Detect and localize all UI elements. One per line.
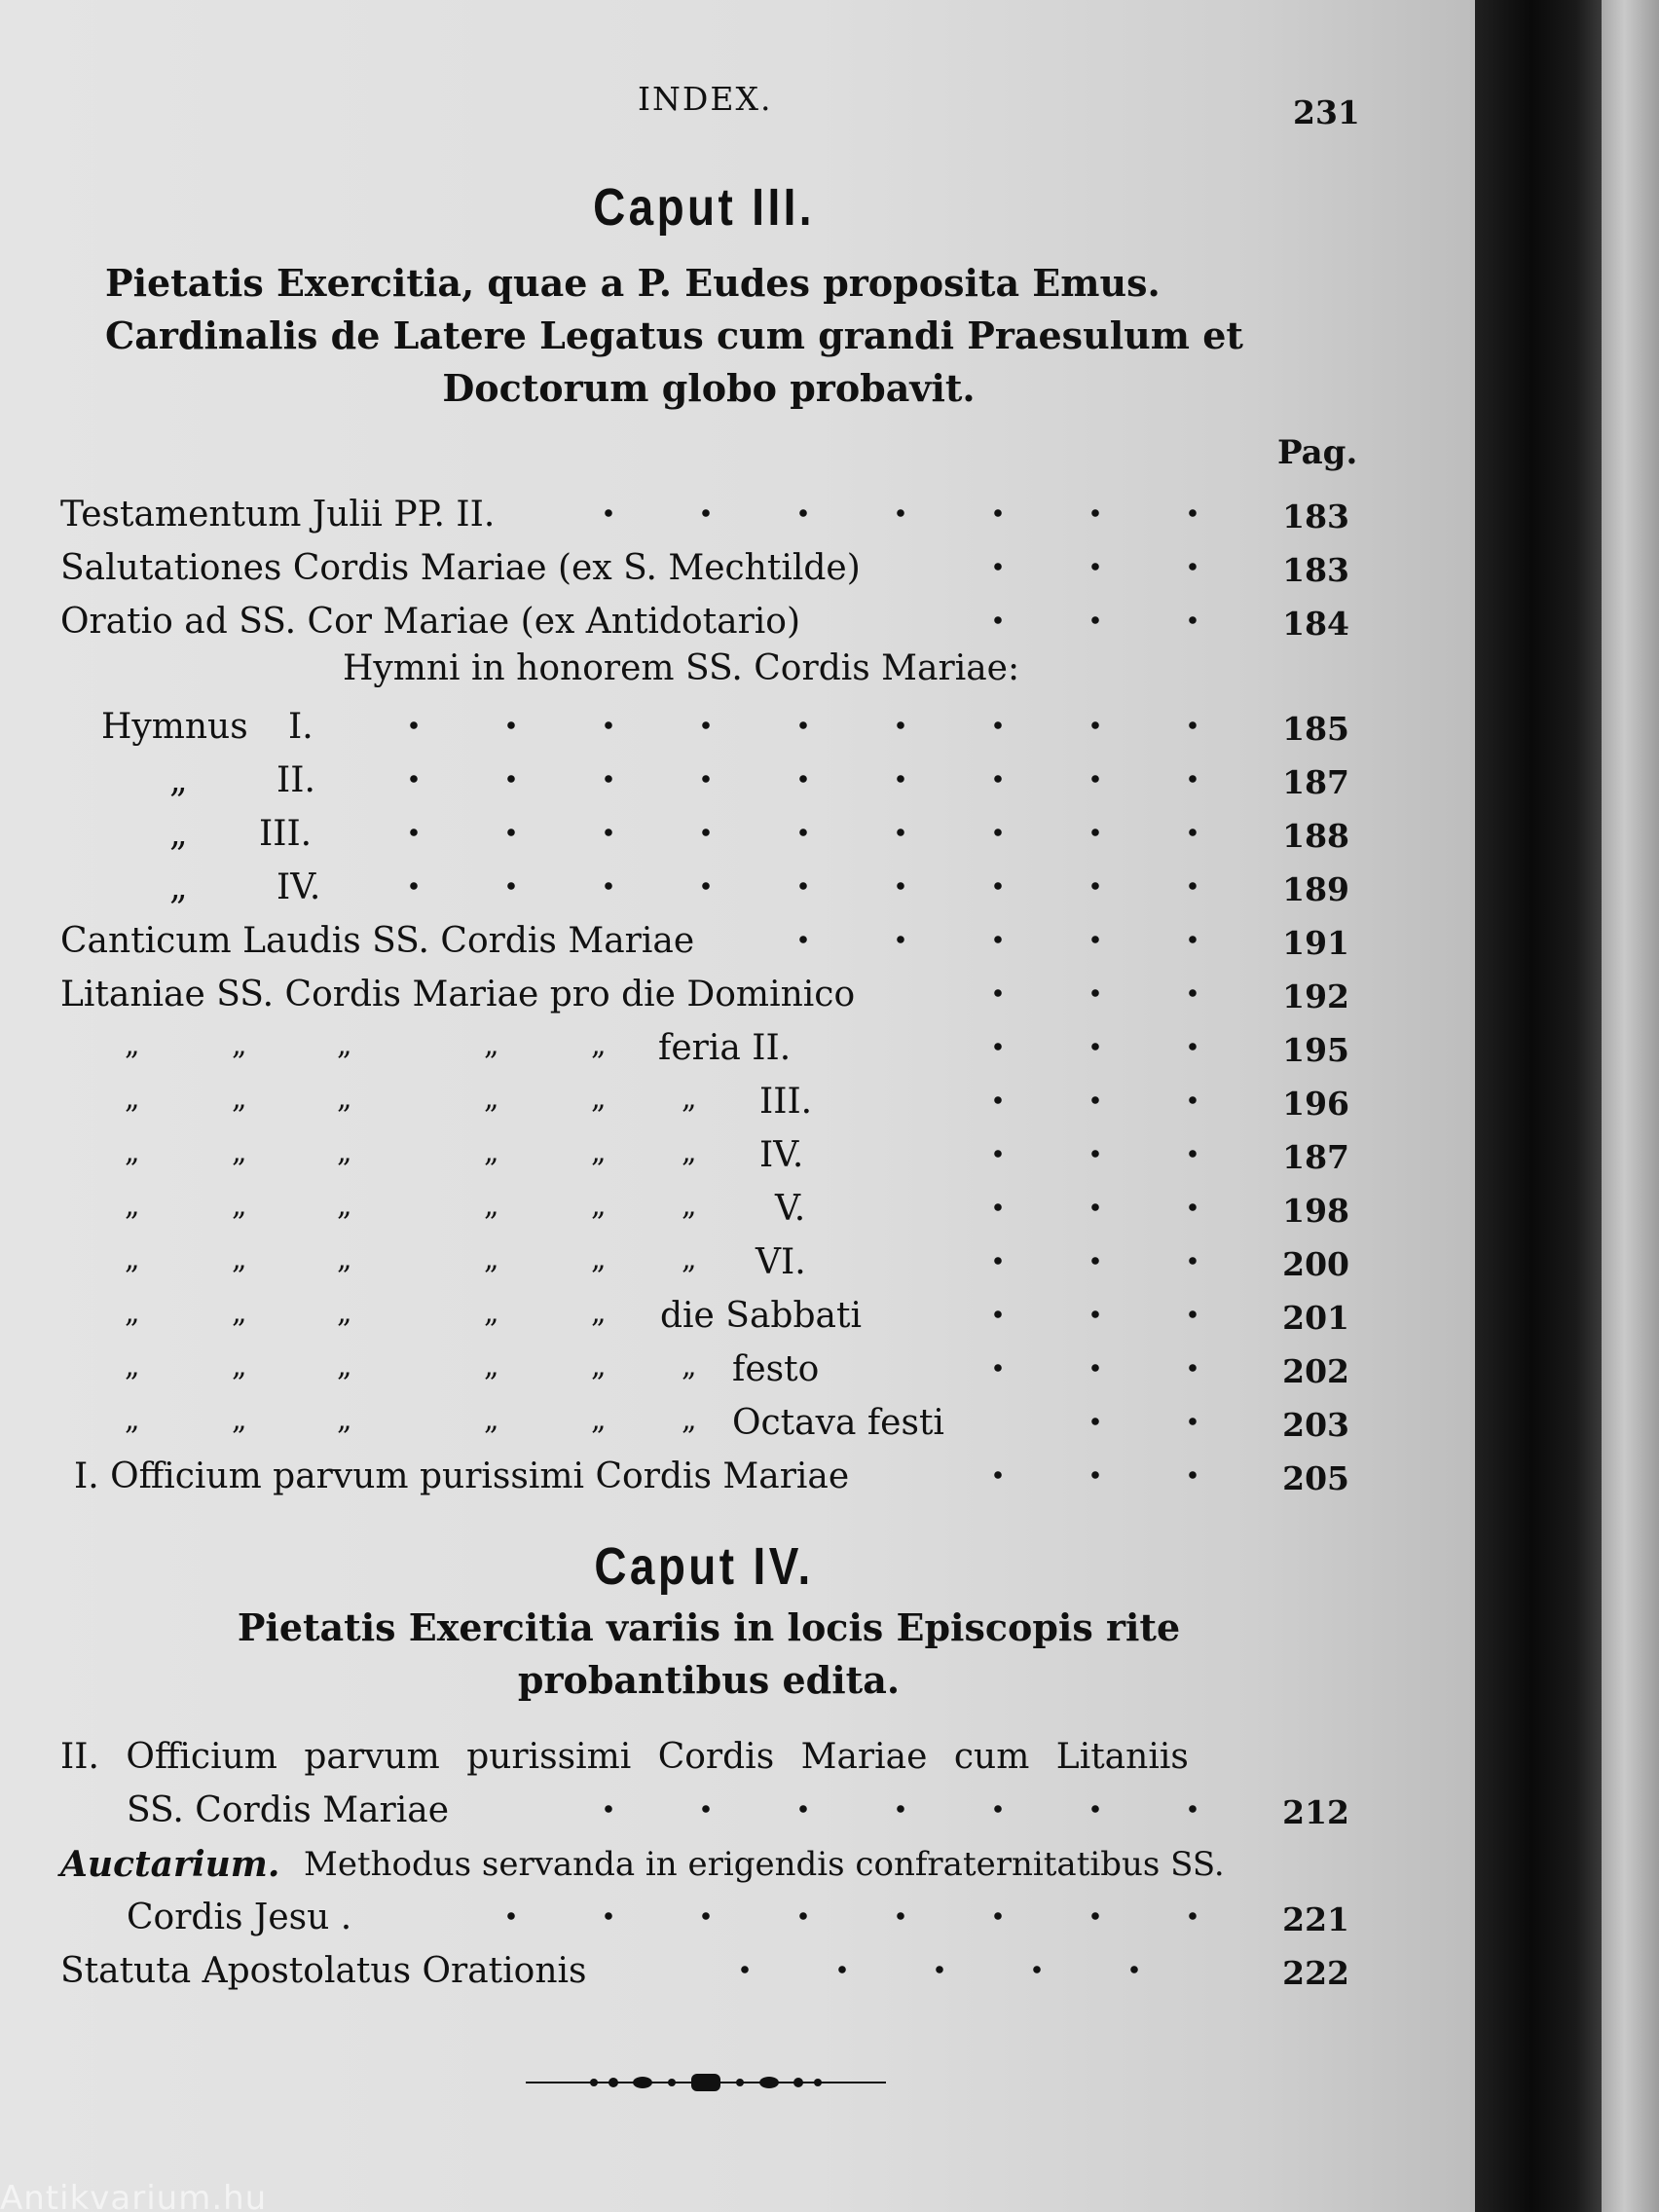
leader-dots [915, 613, 1241, 627]
entry-page: 196 [1282, 1085, 1349, 1123]
entry-title: Statuta Apostolatus Orationis [60, 1951, 587, 1991]
leader-dots [915, 1147, 1241, 1161]
ditto-mark: „ [337, 1028, 352, 1062]
caput-4-title: Caput IV. [594, 1537, 814, 1596]
day-label: IV. [759, 1135, 804, 1175]
pag-column-label: Pag. [1277, 433, 1358, 472]
toc-entry [0, 1129, 1412, 1182]
entry-page: 192 [1282, 977, 1349, 1015]
toc-entry [0, 489, 1412, 541]
entry-page: 187 [1282, 1138, 1349, 1176]
toc-entry [0, 596, 1412, 648]
entry-page: 200 [1282, 1245, 1349, 1283]
leader-dots [682, 1963, 1183, 1976]
toc-entry [0, 1397, 1412, 1450]
day-label: feria II. [658, 1028, 792, 1068]
ditto-mark: „ [125, 1242, 140, 1276]
ditto-mark: „ [484, 1028, 499, 1062]
ditto-mark: „ [125, 1082, 140, 1116]
ditto-mark: „ [591, 1082, 607, 1116]
leader-dots [1013, 1415, 1241, 1428]
hymn-numeral: II. [276, 760, 315, 800]
ditto-mark: „ [337, 1242, 352, 1276]
ditto-mark: „ [232, 1028, 247, 1062]
leader-dots [915, 1308, 1241, 1321]
toc-entry [0, 862, 1412, 914]
leader-dots [321, 826, 1241, 839]
leader-dots [915, 1254, 1241, 1268]
ditto-mark: „ [591, 1135, 607, 1169]
ditto-mark: „ [591, 1242, 607, 1276]
entry-page: 188 [1282, 817, 1349, 855]
toc-entry [0, 755, 1412, 807]
entry-page: 203 [1282, 1406, 1349, 1444]
ditto-mark: „ [337, 1296, 352, 1330]
entry-italic-label: Auctarium. [60, 1844, 280, 1885]
ditto-mark: „ [591, 1349, 607, 1383]
toc-entry-line-2 [0, 1785, 1412, 1837]
ditto-mark: „ [591, 1028, 607, 1062]
day-label: die Sabbati [660, 1296, 862, 1336]
ditto-mark: „ [484, 1189, 499, 1223]
toc-entry [0, 701, 1412, 754]
entry-title: Canticum Laudis SS. Cordis Mariae [60, 921, 695, 961]
ditto-mark: „ [682, 1082, 697, 1116]
hymn-numeral: IV. [276, 867, 321, 907]
ditto-mark: „ [682, 1135, 697, 1169]
ditto-mark: „ [484, 1349, 499, 1383]
day-label: III. [759, 1082, 813, 1122]
entry-page: 189 [1282, 870, 1349, 908]
leader-dots [915, 1200, 1241, 1214]
entry-page: 183 [1282, 498, 1349, 535]
toc-entry [0, 969, 1412, 1021]
toc-entry [0, 1236, 1412, 1289]
entry-page: 185 [1282, 710, 1349, 748]
ditto-mark: „ [232, 1135, 247, 1169]
entry-page: 198 [1282, 1192, 1349, 1230]
ditto-mark: „ [591, 1403, 607, 1437]
ditto-mark: „ [682, 1242, 697, 1276]
entry-page: 187 [1282, 763, 1349, 801]
caput-4-description-line-1: Pietatis Exercitia variis in locis Episcopis rite [237, 1605, 1181, 1649]
entry-page: 195 [1282, 1031, 1349, 1069]
ditto-mark: „ [169, 867, 188, 907]
entry-title: Testamentum Julii PP. II. [60, 495, 496, 535]
toc-entry [0, 1022, 1412, 1075]
toc-entry [0, 542, 1412, 595]
leader-dots [526, 1802, 1241, 1816]
entry-page: 221 [1282, 1900, 1349, 1938]
toc-entry-line-2 [0, 1892, 1412, 1944]
day-label: festo [732, 1349, 820, 1389]
ditto-mark: „ [484, 1242, 499, 1276]
ditto-mark: „ [169, 814, 188, 854]
entry-page: 205 [1282, 1459, 1349, 1497]
entry-page: 212 [1282, 1793, 1349, 1831]
entry-title: Litaniae SS. Cordis Mariae pro die Dominico [60, 975, 856, 1014]
leader-dots [604, 506, 1241, 520]
ditto-mark: „ [484, 1296, 499, 1330]
hymn-subheading: Hymni in honorem SS. Cordis Mariae: [343, 648, 1020, 688]
toc-entry [0, 1451, 1412, 1503]
hymn-numeral: III. [259, 814, 313, 854]
toc-entry [0, 915, 1412, 968]
ditto-mark: „ [682, 1349, 697, 1383]
toc-entry [0, 1945, 1412, 1998]
entry-title: Oratio ad SS. Cor Mariae (ex Antidotario) [60, 602, 801, 642]
caput-3-description-line-1: Pietatis Exercitia, quae a P. Eudes proposita Emus. [105, 261, 1161, 305]
ornament-divider [526, 2068, 886, 2097]
book-edge [1602, 0, 1659, 2212]
ditto-mark: „ [125, 1349, 140, 1383]
ditto-mark: „ [682, 1403, 697, 1437]
toc-entry-line-1 [0, 1731, 1412, 1784]
ditto-mark: „ [125, 1135, 140, 1169]
entry-title: Salutationes Cordis Mariae (ex S. Mechtilde) [60, 548, 861, 588]
ditto-mark: „ [232, 1296, 247, 1330]
running-head: INDEX. [638, 80, 773, 118]
ditto-mark: „ [125, 1403, 140, 1437]
ditto-mark: „ [232, 1242, 247, 1276]
ditto-mark: „ [484, 1082, 499, 1116]
day-label: VI. [756, 1242, 806, 1282]
toc-entry [0, 1344, 1412, 1396]
hymn-prefix: Hymnus [101, 707, 248, 747]
leader-dots [915, 560, 1241, 573]
toc-entry [0, 808, 1412, 861]
caput-3-title: Caput III. [593, 178, 815, 237]
ditto-mark: „ [125, 1296, 140, 1330]
ditto-mark: „ [232, 1082, 247, 1116]
leader-dots [915, 1468, 1241, 1482]
ditto-mark: „ [125, 1028, 140, 1062]
leader-dots [915, 1040, 1241, 1053]
leader-dots [915, 1093, 1241, 1107]
ditto-mark: „ [682, 1189, 697, 1223]
caput-3-description-line-3: Doctorum globo probavit. [442, 366, 976, 410]
ditto-mark: „ [591, 1296, 607, 1330]
toc-entry-line-1 [0, 1838, 1412, 1891]
entry-title: II. Officium parvum purissimi Cordis Mariae cum Litaniis [60, 1737, 1189, 1777]
caput-4-description-line-2: probantibus edita. [517, 1658, 901, 1702]
day-label: V. [775, 1189, 806, 1229]
ditto-mark: „ [169, 760, 188, 800]
caput-3-description-line-2: Cardinalis de Latere Legatus cum grandi Praesulum et [105, 313, 1243, 357]
leader-dots [321, 719, 1241, 732]
ditto-mark: „ [232, 1349, 247, 1383]
entry-title-continued: Cordis Jesu . [127, 1898, 352, 1937]
entry-page: 222 [1282, 1954, 1349, 1992]
ditto-mark: „ [337, 1403, 352, 1437]
toc-entry [0, 1076, 1412, 1128]
ditto-mark: „ [591, 1189, 607, 1223]
entry-page: 202 [1282, 1352, 1349, 1390]
ditto-mark: „ [337, 1349, 352, 1383]
ditto-mark: „ [232, 1403, 247, 1437]
entry-page: 184 [1282, 605, 1349, 643]
toc-entry [0, 1290, 1412, 1343]
entry-page: 191 [1282, 924, 1349, 962]
hymn-numeral: I. [288, 707, 313, 747]
leader-dots [915, 1361, 1241, 1375]
entry-title: Methodus servanda in erigendis confraternitatibus SS. [304, 1845, 1225, 1884]
day-label: Octava festi [732, 1403, 944, 1443]
toc-entry [0, 1183, 1412, 1235]
entry-title: I. Officium parvum purissimi Cordis Mariae [74, 1456, 850, 1496]
ditto-mark: „ [337, 1189, 352, 1223]
entry-page: 201 [1282, 1299, 1349, 1337]
leader-dots [915, 986, 1241, 1000]
page-number: 231 [1293, 93, 1360, 131]
entry-page: 183 [1282, 551, 1349, 589]
watermark: Antikvarium.hu [0, 2179, 268, 2212]
leader-dots [321, 879, 1241, 893]
book-spine [1475, 0, 1602, 2212]
ditto-mark: „ [484, 1403, 499, 1437]
ditto-mark: „ [125, 1189, 140, 1223]
ditto-mark: „ [337, 1135, 352, 1169]
entry-title-continued: SS. Cordis Mariae [127, 1790, 450, 1830]
ditto-mark: „ [484, 1135, 499, 1169]
leader-dots [740, 933, 1241, 946]
leader-dots [428, 1909, 1241, 1923]
ditto-mark: „ [337, 1082, 352, 1116]
leader-dots [321, 772, 1241, 786]
ditto-mark: „ [232, 1189, 247, 1223]
